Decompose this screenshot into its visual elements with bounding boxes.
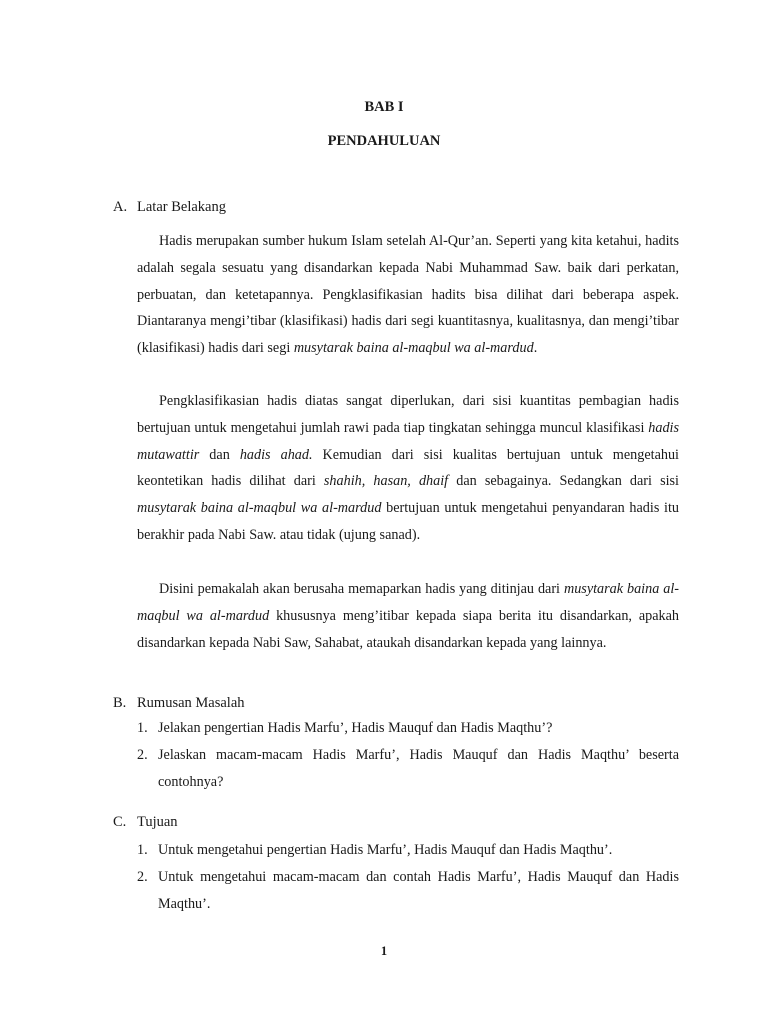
paragraph-1 bbox=[137, 228, 679, 362]
list-item bbox=[137, 864, 679, 918]
list-item-text: Jelakan pengertian Hadis Marfu’, Hadis Mauquf dan Hadis Maqthu’? bbox=[158, 720, 553, 736]
paragraph-1-end: . bbox=[533, 340, 538, 357]
paragraph-1-italic: musytarak baina al-maqbul wa al-mardud bbox=[293, 340, 534, 357]
paragraph-2-italic-1: hadis mutawattir bbox=[137, 419, 679, 463]
paragraph-3-text-2: khususnya meng’itibar kepada siapa berita itu disandarkan, apakah disandarkan kepada Nabi Saw, Sahabat, ataukah disandarkan kepada yang lainnya. bbox=[137, 607, 680, 651]
paragraph-2-text-2: dan bbox=[199, 446, 240, 463]
section-a-heading bbox=[113, 199, 226, 216]
paragraph-3 bbox=[137, 576, 679, 656]
paragraph-2-text-4: dan sebagainya. Sedangkan dari sisi bbox=[448, 473, 680, 490]
section-c-letter: C. bbox=[113, 814, 127, 830]
list-item-number: 2. bbox=[137, 868, 148, 885]
list-item-number: 1. bbox=[137, 842, 148, 858]
page-number: 1 bbox=[380, 944, 388, 958]
list-item-number: 2. bbox=[137, 746, 148, 763]
paragraph-1-text: Hadis merupakan sumber hukum Islam setelah Al-Qur’an. Seperti yang kita ketahui, hadits adalah segala sesuatu yang disandarkan kepada Nabi Muhammad Saw. baik dari perkatan, perbuatan, dan ketetapannya. Pengklasifikasian hadits bisa dilihat dari beberapa aspek. Diantaranya mengi’tibar (klasifikasi) hadis dari segi kuantitasnya, kualitasnya, dan mengi’tibar (klasifikasi) hadis dari segi bbox=[137, 233, 679, 357]
paragraph-3-text-1: Disini pemakalah akan berusaha memaparkan hadis yang ditinjau dari bbox=[159, 581, 564, 597]
tujuan-list bbox=[137, 837, 679, 917]
list-item-text: Jelaskan macam-macam Hadis Marfu’, Hadis Mauquf dan Hadis Maqthu’ beserta contohnya? bbox=[158, 746, 679, 790]
chapter-number: BAB I bbox=[364, 99, 404, 115]
list-item-text: Untuk mengetahui pengertian Hadis Marfu’, Hadis Mauquf dan Hadis Maqthu’. bbox=[158, 842, 613, 858]
section-a-title: Latar Belakang bbox=[137, 199, 226, 215]
paragraph-2-text-1: Pengklasifikasian hadis diatas sangat diperlukan, dari sisi kuantitas pembagian hadis bertujuan untuk mengetahui jumlah rawi pada tiap tingkatan sehingga muncul klasifikasi bbox=[137, 393, 679, 436]
list-item bbox=[137, 742, 679, 796]
paragraph-2 bbox=[137, 388, 679, 549]
section-b-title: Rumusan Masalah bbox=[137, 695, 245, 711]
section-b-heading bbox=[113, 695, 245, 712]
paragraph-3-italic: musytarak baina al-maqbul wa al-mardud bbox=[137, 581, 680, 624]
rumusan-masalah-list bbox=[137, 715, 679, 795]
paragraph-2-italic-2: hadis ahad. bbox=[239, 446, 313, 463]
chapter-title: PENDAHULUAN bbox=[327, 133, 441, 149]
section-c-heading bbox=[113, 814, 178, 831]
list-item-text: Untuk mengetahui macam-macam dan contah Hadis Marfu’, Hadis Mauquf dan Hadis Maqthu’. bbox=[158, 868, 679, 912]
paragraph-2-text-3: Kemudian dari sisi kualitas bertujuan untuk mengetahui keontetikan hadis dilihat dari bbox=[137, 446, 679, 490]
paragraph-2-text-5: bertujuan untuk mengetahui penyandaran hadis itu berakhir pada Nabi Saw. atau tidak (ujung sanad). bbox=[137, 500, 679, 543]
section-c-title: Tujuan bbox=[137, 814, 178, 830]
list-item bbox=[137, 715, 679, 742]
section-b-letter: B. bbox=[113, 695, 127, 711]
list-item bbox=[137, 837, 679, 864]
section-a-letter: A. bbox=[113, 199, 128, 215]
paragraph-2-italic-3: shahih, hasan, dhaif bbox=[323, 473, 449, 490]
paragraph-2-italic-4: musytarak baina al-maqbul wa al-mardud bbox=[137, 500, 382, 517]
list-item-number: 1. bbox=[137, 720, 148, 736]
